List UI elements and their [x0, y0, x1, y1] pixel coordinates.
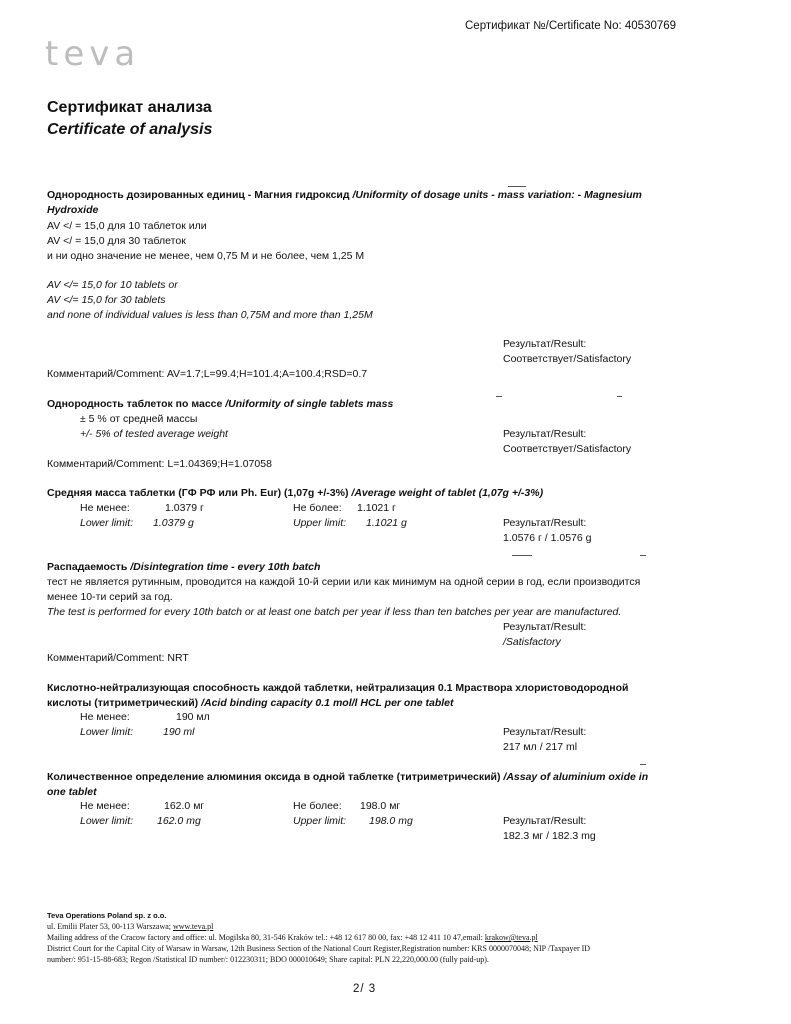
average-weight-heading: [47, 487, 543, 499]
certificate-number: Сертификат №/Certificate No: 40530769: [465, 20, 677, 32]
spec-line-ru: AV </ = 15,0 для 10 таблеток или: [47, 220, 207, 232]
max-label-ru: Не более:: [293, 502, 342, 514]
address-text: ul. Emilii Plater 53, 00-113 Warszawa;: [47, 922, 171, 931]
heading-en: /Disintegration time - every 10th batch: [130, 561, 321, 573]
heading-en-cont: one tablet: [47, 786, 97, 798]
footer-mailing: [47, 933, 538, 942]
result-value: 217 мл / 217 ml: [503, 741, 578, 753]
result-value: Соответствует/Satisfactory: [503, 353, 632, 365]
max-value-ru: 1.1021 г: [357, 502, 396, 514]
min-label-ru: Не менее:: [80, 502, 130, 514]
uniformity-mass-heading: [47, 398, 393, 410]
min-value-ru: 190 мл: [176, 711, 210, 723]
result-label: Результат/Result:: [503, 815, 587, 827]
description-en: The test is performed for every 10th batch or at least one batch per year if less than ten batches per year are manufactured.: [47, 606, 622, 618]
aluminium-assay-heading: [47, 771, 648, 783]
spec-line-ru: ± 5 % от средней массы: [80, 413, 198, 425]
scan-artifact: [508, 186, 526, 187]
heading-en: /Acid binding capacity 0.1 mol/l HCL per one tablet: [201, 697, 454, 709]
heading-en: /Uniformity of dosage units - mass variation: - Magnesium: [352, 189, 642, 201]
scan-artifact: [617, 396, 622, 397]
min-label-ru: Не менее:: [80, 800, 130, 812]
max-value-en: 1.1021 g: [366, 517, 407, 529]
max-value-en: 198.0 mg: [369, 815, 413, 827]
result-label: Результат/Result:: [503, 517, 587, 529]
heading-ru: Распадаемость: [47, 561, 128, 573]
heading-en: /Average weight of tablet (1,07g +/-3%): [351, 487, 544, 499]
heading-ru: Однородность таблеток по массе: [47, 398, 223, 410]
result-value: /Satisfactory: [503, 636, 561, 648]
comment: Комментарий/Comment: AV=1.7;L=99.4;H=101.4;A=100.4;RSD=0.7: [47, 368, 368, 380]
footer-registration: number/: 951-15-88-683; Regon /Statistical ID number/: 012230311; BDO 000010649; Share capital: PLN 22,220,000.00 (fully paid-up).: [47, 955, 489, 964]
spec-line-en: and none of individual values is less than 0,75M and more than 1,25M: [47, 309, 373, 321]
description-ru: тест не является рутинным, проводится на каждой 10-й серии или как минимум на одной серии в год, если производится: [47, 576, 641, 588]
spec-line-ru: AV </ = 15,0 для 30 таблеток: [47, 235, 186, 247]
disintegration-heading: [47, 561, 320, 573]
website-link[interactable]: www.teva.pl: [173, 922, 214, 931]
mailing-text: Mailing address of the Cracow factory and office: ul. Mogilska 80, 31-546 Kraków tel.: +48 12 617 80 00, fax: +48 12 411 10 47,email:: [47, 933, 483, 942]
scan-artifact: [640, 555, 646, 556]
result-label: Результат/Result:: [503, 428, 587, 440]
heading-ru: Количественное определение алюминия оксида в одной таблетке (титриметрический): [47, 771, 501, 783]
comment: Комментарий/Comment: NRT: [47, 652, 189, 664]
min-label-en: Lower limit:: [80, 726, 134, 738]
min-label-en: Lower limit:: [80, 815, 134, 827]
min-value-ru: 162.0 мг: [164, 800, 205, 812]
min-value-ru: 1.0379 г: [165, 502, 204, 514]
heading-en: /Assay of aluminium oxide in: [503, 771, 649, 783]
max-label-ru: Не более:: [293, 800, 342, 812]
uniformity-dosage-heading: [47, 189, 642, 201]
result-value: 1.0576 г / 1.0576 g: [503, 532, 592, 544]
footer-court: District Court for the Capital City of Warsaw in Warsaw, 12th Business Section of the National Court Register,Registration number: KRS 0000070048; NIP /Taxpayer ID: [47, 944, 591, 953]
comment: Комментарий/Comment: L=1.04369;H=1.07058: [47, 458, 272, 470]
max-label-en: Upper limit:: [293, 815, 347, 827]
page-title-en: Certificate of analysis: [47, 121, 213, 138]
scan-artifact: [512, 555, 532, 556]
page-number: 2/ 3: [353, 983, 377, 995]
min-label-ru: Не менее:: [80, 711, 130, 723]
heading-ru: кислоты (титриметрический): [47, 697, 199, 709]
min-label-en: Lower limit:: [80, 517, 134, 529]
spec-line-en: +/- 5% of tested average weight: [80, 428, 228, 440]
heading-ru: Средняя масса таблетки (ГФ РФ или Ph. Eur) (1,07g +/-3%): [47, 487, 349, 499]
result-label: Результат/Result:: [503, 726, 587, 738]
description-ru-cont: менее 10-ти серий за год.: [47, 591, 173, 603]
page-title-ru: Сертификат анализа: [47, 99, 212, 116]
spec-line-en: AV </= 15,0 for 10 tablets or: [47, 279, 178, 291]
result-value: Соответствует/Satisfactory: [503, 443, 632, 455]
email-link[interactable]: krakow@teva.pl: [484, 933, 538, 942]
heading-ru: Однородность дозированных единиц - Магния гидроксид: [47, 189, 350, 201]
heading-en: /Uniformity of single tablets mass: [225, 398, 394, 410]
footer-company: Teva Operations Poland sp. z o.o.: [47, 911, 167, 920]
spec-line-ru: и ни одно значение не менее, чем 0,75 М и не более, чем 1,25 М: [47, 250, 365, 262]
footer-address: [47, 922, 213, 931]
max-label-en: Upper limit:: [293, 517, 347, 529]
heading-en-cont: Hydroxide: [47, 204, 99, 216]
result-label: Результат/Result:: [503, 621, 587, 633]
teva-logo: teva: [45, 34, 141, 74]
min-value-en: 190 ml: [163, 726, 195, 738]
acid-capacity-heading: Кислотно-нейтрализующая способность каждой таблетки, нейтрализация 0.1 Мраствора хлористоводородной: [47, 682, 629, 694]
min-value-en: 1.0379 g: [153, 517, 194, 529]
acid-capacity-heading-cont: [47, 697, 454, 709]
min-value-en: 162.0 mg: [157, 815, 201, 827]
max-value-ru: 198.0 мг: [360, 800, 401, 812]
result-value: 182.3 мг / 182.3 mg: [503, 830, 596, 842]
result-label: Результат/Result:: [503, 338, 587, 350]
scan-artifact: [496, 396, 502, 397]
spec-line-en: AV </= 15,0 for 30 tablets: [47, 294, 166, 306]
scan-artifact: [640, 764, 646, 765]
